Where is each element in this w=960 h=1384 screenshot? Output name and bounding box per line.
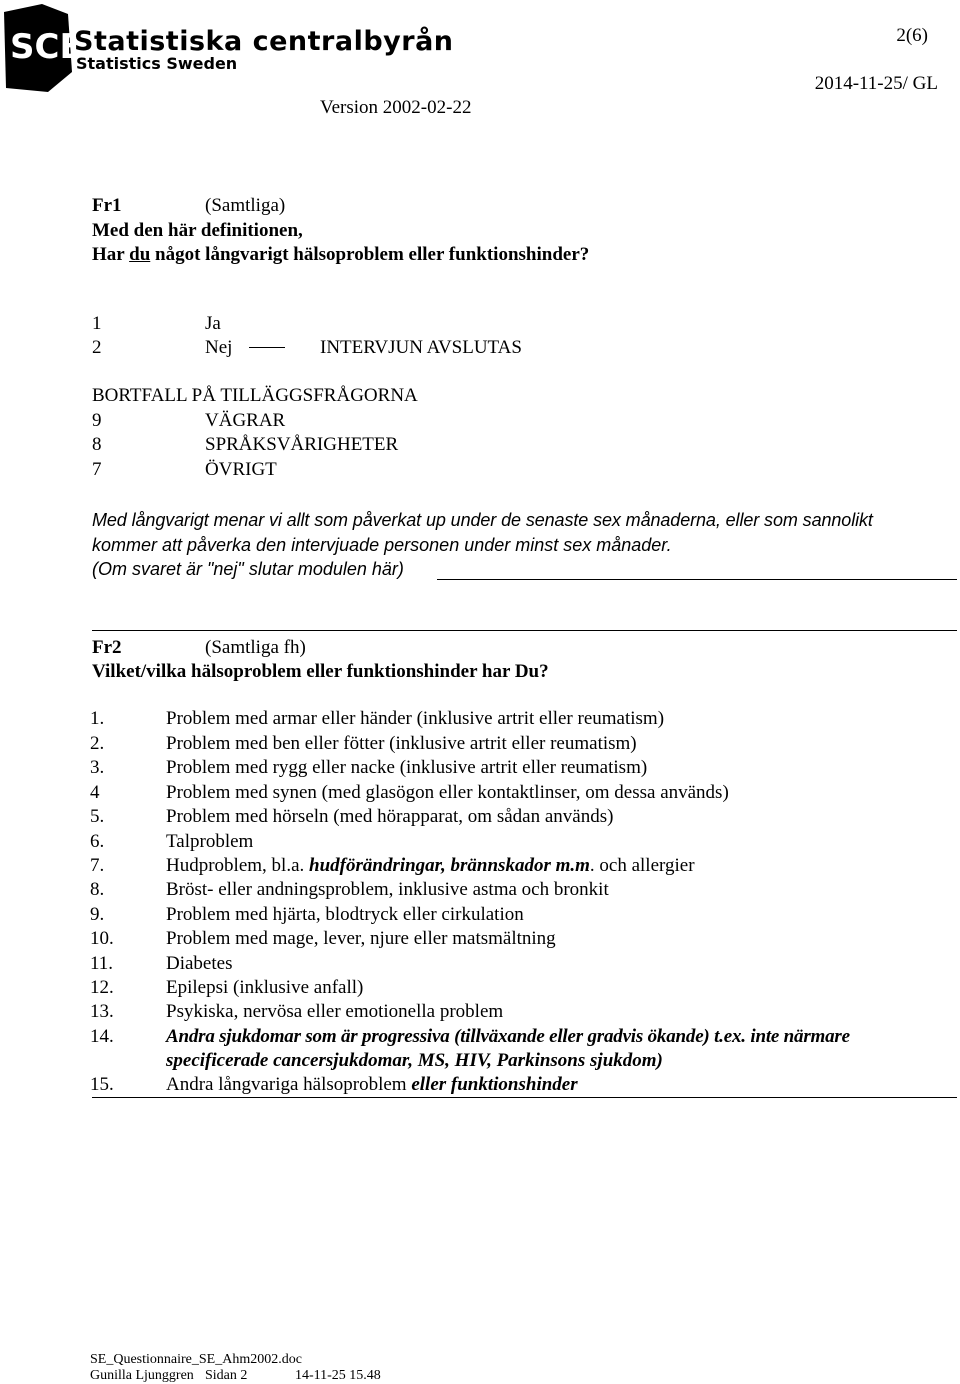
list-item: 8. Bröst- eller andningsproblem, inklusive astma och bronkit [90, 879, 609, 900]
list-item: 9. Problem med hjärta, blodtryck eller cirkulation [90, 904, 524, 925]
fr1-code: Fr1 [92, 195, 122, 216]
bortfall-label: VÄGRAR [205, 410, 286, 431]
date-author: 2014-11-25/ GL [814, 73, 938, 94]
list-item: 12. Epilepsi (inklusive anfall) [90, 977, 364, 998]
bortfall-code: 9 [92, 410, 102, 431]
divider [92, 1097, 957, 1098]
divider [92, 630, 957, 631]
fr2-code: Fr2 [92, 637, 122, 658]
fr1-question: Har du något långvarigt hälsoproblem eller funktionshinder? [92, 244, 590, 265]
logo-monogram: SCB [10, 27, 86, 67]
footer-page: Sidan 2 [205, 1368, 248, 1383]
fr1-line1: Med den här definitionen, [92, 220, 303, 241]
fr1-target: (Samtliga) [205, 195, 286, 216]
fr1-option-code: 1 [92, 313, 102, 334]
list-item: 1. Problem med armar eller händer (inklusive artrit eller reumatism) [90, 708, 665, 729]
list-item: 2. Problem med ben eller fötter (inklusive artrit eller reumatism) [90, 733, 637, 754]
footer-author: Gunilla Ljunggren [90, 1368, 194, 1383]
fr2-question: Vilket/vilka hälsoproblem eller funktionshinder har Du? [92, 661, 549, 682]
definition-line1: Med långvarigt menar vi allt som påverkat up under de senaste sex månaderna, eller som sannolikt [92, 510, 873, 530]
fr1-question-du: du [129, 244, 151, 265]
list-item: 4 Problem med synen (med glasögon eller kontaktlinser, om dessa används) [90, 782, 729, 803]
list-item: 15. Andra långvariga hälsoproblem eller funktionshinder [90, 1074, 578, 1095]
scb-logo [2, 2, 454, 94]
list-item: 14. Andra sjukdomar som är progressiva (tillväxande eller gradvis ökande) t.ex. inte närmare specificerade cancersjukdomar, MS, HIV, Parkinsons sjukdom) [90, 1026, 850, 1071]
logo-subtitle: Statistics Sweden [76, 54, 238, 73]
list-item: 10. Problem med mage, lever, njure eller matsmältning [90, 928, 556, 949]
page-number: 2(6) [896, 25, 928, 46]
version-label: Version 2002-02-22 [320, 97, 472, 118]
bortfall-label: ÖVRIGT [205, 459, 277, 480]
arrow-line [249, 347, 285, 348]
bortfall-code: 8 [92, 434, 102, 455]
list-item: 6. Talproblem [90, 831, 254, 852]
bortfall-code: 7 [92, 459, 102, 480]
list-item: 5. Problem med hörseln (med hörapparat, om sådan används) [90, 806, 614, 827]
fr1-option-label: Nej [205, 337, 233, 358]
list-item: 13. Psykiska, nervösa eller emotionella problem [90, 1001, 504, 1022]
fr1-option-label: Ja [205, 313, 221, 334]
definition-line2: kommer att påverka den intervjuade personen under minst sex månader. [92, 535, 672, 555]
bortfall-label: SPRÅKSVÅRIGHETER [205, 434, 399, 455]
footer-datetime: 14-11-25 15.48 [295, 1368, 381, 1383]
divider [437, 579, 957, 580]
footer-filename: SE_Questionnaire_SE_Ahm2002.doc [90, 1352, 302, 1367]
fr1-option-code: 2 [92, 337, 102, 358]
logo-title: Statistiska centralbyrån [74, 26, 454, 57]
fr2-target: (Samtliga fh) [205, 637, 306, 658]
list-item: 11. Diabetes [90, 953, 233, 974]
fr1-option-note: INTERVJUN AVSLUTAS [320, 337, 522, 358]
bortfall-heading: BORTFALL PÅ TILLÄGGSFRÅGORNA [92, 385, 418, 406]
list-item: 3. Problem med rygg eller nacke (inklusive artrit eller reumatism) [90, 757, 648, 778]
list-item: 7. Hudproblem, bl.a. hudförändringar, brännskador m.m. och allergier [90, 855, 695, 876]
module-end-note: (Om svaret är "nej" slutar modulen här) [92, 559, 404, 579]
